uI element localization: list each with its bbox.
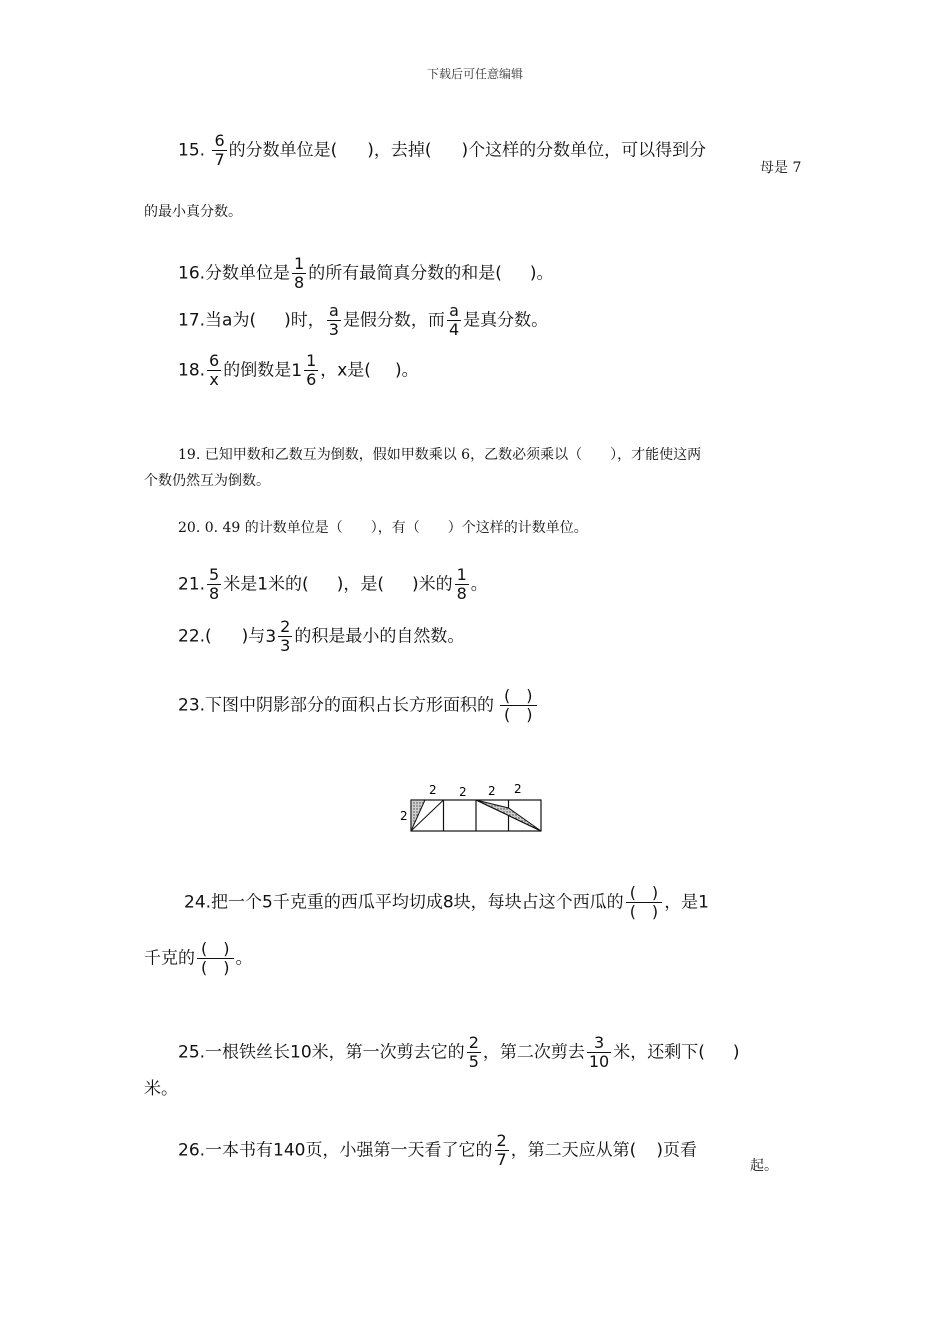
q20-line1: 20. 0. 49 的计数单位是（ ），有（ ）个这样的计数单位。 [178, 520, 588, 536]
q19-line2: 个数仍然互为倒数。 [144, 473, 270, 489]
q21-frac2-numerator: 1 [456, 565, 467, 584]
q24-number: 24. [184, 892, 212, 913]
q15-text-c: )个这样的分数单位，可以得到分 [461, 140, 707, 161]
q15-fraction [212, 132, 226, 169]
q22-number: 22.( [178, 626, 212, 647]
q21-frac1-numerator: 5 [209, 565, 220, 584]
q21-frac2-denominator: 8 [456, 584, 467, 603]
q24-frac2-denominator: ( ) [201, 958, 230, 977]
q24-frac1-denominator: ( ) [629, 902, 659, 921]
question-23 [178, 687, 539, 724]
q25-frac1-denominator: 5 [468, 1052, 479, 1071]
q25-text-c: 米，还剩下( [613, 1042, 705, 1063]
q24-fraction-2 [197, 940, 234, 977]
q24-frac2-numerator: ( ) [197, 940, 234, 959]
q18-mixed-whole: 1 [291, 360, 303, 381]
q17-text-a: 当a为( [205, 310, 257, 331]
q17-frac2-numerator: a [447, 302, 461, 321]
question-25 [178, 1034, 740, 1071]
question-21 [178, 566, 488, 603]
q17-text-c: 是假分数，而 [342, 310, 445, 331]
q15-frac-denominator: 7 [214, 150, 225, 169]
q23-frac-numerator: ( ) [500, 687, 537, 706]
q25-text-a: 一根铁丝长10米，第一次剪去它的 [205, 1042, 465, 1063]
q15-frac-numerator: 6 [214, 131, 225, 150]
q23-frac-denominator: ( ) [504, 705, 533, 724]
q21-text-a: 米是1米的( [223, 574, 309, 595]
q18-frac1-denominator: x [209, 370, 219, 389]
page-header: 下载后可任意编辑 [426, 67, 523, 81]
q21-number: 21. [178, 574, 206, 595]
q25-number: 25. [178, 1042, 206, 1063]
q22-mixed-whole: 3 [265, 626, 277, 647]
figure-top-label-2: 2 [459, 785, 467, 799]
question-17 [178, 302, 548, 339]
q22-frac-denominator: 3 [280, 636, 291, 655]
q16-frac-numerator: 1 [294, 254, 305, 273]
q16-frac-denominator: 8 [294, 273, 305, 292]
q18-text-b: ，x是( [320, 360, 371, 381]
q16-number: 16. [178, 263, 206, 284]
q24-fraction-1 [626, 884, 663, 921]
q17-frac1-numerator: a [327, 302, 341, 321]
q21-fraction-2 [455, 566, 469, 603]
q23-fraction [500, 687, 537, 724]
shaded-rectangle-figure [395, 778, 550, 838]
q17-number: 17. [178, 310, 206, 331]
q21-text-b: )，是( [336, 574, 384, 595]
q18-text-c: )。 [394, 360, 419, 381]
q17-frac1-denominator: 3 [328, 320, 339, 339]
question-16 [178, 255, 554, 292]
q24-line2-text-b: 。 [235, 948, 253, 969]
q16-text-c: )。 [529, 263, 554, 284]
q17-fraction-2 [447, 302, 461, 339]
q21-fraction-1 [207, 566, 221, 603]
q17-frac2-denominator: 4 [448, 320, 460, 339]
q18-fraction-2 [304, 352, 318, 389]
q21-frac1-denominator: 8 [209, 584, 220, 603]
q26-tail: 起。 [750, 1158, 778, 1174]
q26-text-a: 一本书有140页，小强第一天看了它的 [205, 1140, 493, 1161]
q18-mixed-number [291, 352, 320, 389]
q25-frac2-denominator: 10 [588, 1052, 610, 1071]
q17-text-d: 是真分数。 [463, 310, 549, 331]
q22-text-b: 的积是最小的自然数。 [294, 626, 465, 647]
question-24 [184, 884, 709, 921]
q22-fraction [278, 618, 292, 655]
q25-fraction-2 [587, 1034, 611, 1071]
q17-text-b: )时， [284, 310, 325, 331]
q22-text-a: )与 [241, 626, 266, 647]
figure-side-label: 2 [400, 809, 408, 823]
q21-text-c: )米的 [411, 574, 453, 595]
q25-frac2-numerator: 3 [587, 1034, 611, 1053]
question-15 [178, 132, 706, 169]
q16-text-a: 分数单位是 [205, 263, 291, 284]
figure-top-label-3: 2 [488, 784, 496, 798]
figure-top-label-4: 2 [514, 782, 522, 796]
q16-text-b: 的所有最简真分数的和是( [308, 263, 502, 284]
q26-fraction [495, 1132, 509, 1169]
q26-text-c: )页看 [656, 1140, 697, 1161]
q21-text-d: 。 [470, 574, 488, 595]
q22-frac-numerator: 2 [280, 617, 291, 636]
q25-fraction-1 [467, 1034, 481, 1071]
figure-top-label-1: 2 [429, 783, 437, 797]
q25-text-d: ) [732, 1042, 740, 1063]
q24-line2 [144, 940, 253, 977]
q17-fraction-1 [327, 302, 341, 339]
q24-frac1-numerator: ( ) [626, 884, 663, 903]
q19-line1: 19. 已知甲数和乙数互为倒数，假如甲数乘以 6，乙数必须乘以（ ），才能使这两 [178, 447, 702, 463]
q15-line2: 的最小真分数。 [144, 204, 242, 220]
q15-text-b: )，去掉( [367, 140, 432, 161]
q25-text-b: ，第二次剪去 [482, 1042, 585, 1063]
question-18 [178, 352, 419, 389]
q23-number: 23. [178, 695, 206, 716]
q26-text-b: ，第二天应从第( [510, 1140, 637, 1161]
q26-frac-numerator: 2 [496, 1131, 507, 1150]
q23-text-a: 下图中阴影部分的面积占长方形面积的 [205, 695, 495, 716]
q15-text-a: 的分数单位是( [228, 140, 338, 161]
q24-text-a: 把一个5千克重的西瓜平均切成8块，每块占这个西瓜的 [211, 892, 624, 913]
q25-line2: 米。 [144, 1079, 178, 1099]
q18-text-a: 的倒数是 [223, 360, 292, 381]
q15-number: 15. [178, 140, 206, 161]
q16-fraction [292, 255, 306, 292]
question-22 [178, 618, 464, 655]
q24-line2-text-a: 千克的 [144, 948, 195, 969]
q18-frac2-denominator: 6 [306, 370, 317, 389]
q26-number: 26. [178, 1140, 206, 1161]
q26-frac-denominator: 7 [496, 1150, 507, 1169]
q18-frac1-numerator: 6 [209, 351, 220, 370]
q15-tail: 母是 7 [760, 160, 802, 176]
question-26 [178, 1132, 697, 1169]
q18-frac2-numerator: 1 [306, 351, 317, 370]
q18-fraction-1 [207, 352, 221, 389]
q18-number: 18. [178, 360, 206, 381]
q22-mixed-number [265, 618, 294, 655]
q25-frac1-numerator: 2 [468, 1033, 479, 1052]
q24-text-b: ，是1 [664, 892, 710, 913]
